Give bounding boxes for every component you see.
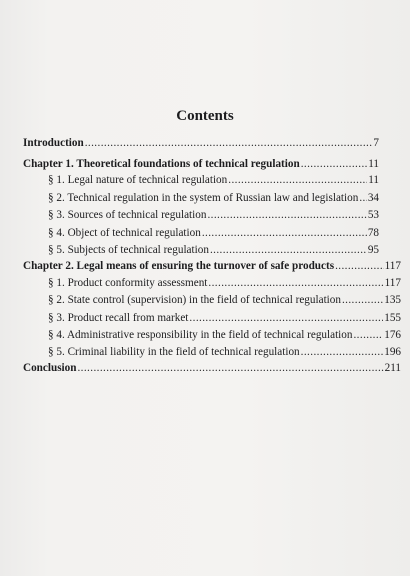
leader-dots — [342, 292, 383, 308]
leader-dots — [301, 344, 384, 360]
toc-entry-page: 34 — [367, 192, 379, 204]
toc-entry-label: § 1. Legal nature of technical regulation — [48, 174, 228, 186]
toc-entry-label: Introduction — [23, 137, 84, 149]
toc-entry-ch2-sec3[interactable] — [48, 310, 401, 326]
leader-dots — [359, 190, 366, 206]
toc-entry-label: § 4. Object of technical regulation — [48, 227, 201, 239]
toc-entry-ch2-sec1[interactable] — [48, 275, 401, 291]
toc-entry-page: 176 — [384, 329, 401, 341]
toc-entry-introduction[interactable] — [23, 135, 379, 151]
leader-dots — [77, 360, 383, 376]
toc-entry-label: § 4. Administrative responsibility in the field of technical regulation — [48, 329, 353, 341]
toc-entry-ch2-sec2[interactable] — [48, 292, 401, 308]
toc-entry-label: § 5. Criminal liability in the field of technical regulation — [48, 346, 300, 358]
toc-entry-ch2-sec4[interactable] — [48, 327, 401, 343]
toc-entry-page: 155 — [384, 312, 401, 324]
toc-entry-conclusion[interactable] — [23, 360, 401, 376]
toc-entry-chapter-1[interactable] — [23, 156, 379, 172]
toc-entry-page: 117 — [384, 277, 401, 289]
toc-entry-ch1-sec3[interactable] — [48, 207, 379, 223]
leader-dots — [353, 327, 383, 343]
leader-dots — [335, 258, 384, 274]
toc-entry-page: 11 — [368, 174, 379, 186]
toc-entry-page: 211 — [384, 362, 401, 374]
leader-dots — [207, 207, 366, 223]
leader-dots — [301, 156, 368, 172]
toc-entry-ch2-sec5[interactable] — [48, 344, 401, 360]
leader-dots — [189, 310, 383, 326]
leader-dots — [208, 275, 383, 291]
toc-entry-page: 7 — [373, 137, 379, 149]
toc-entry-ch1-sec4[interactable] — [48, 225, 379, 241]
toc-entry-label: § 2. State control (supervision) in the field of technical regulation — [48, 294, 341, 306]
toc-entry-page: 117 — [384, 260, 401, 272]
toc-entry-label: § 3. Product recall from market — [48, 312, 189, 324]
leader-dots — [228, 172, 367, 188]
toc-entry-page: 11 — [368, 158, 379, 170]
toc-entry-page: 135 — [384, 294, 401, 306]
toc-entry-label: Chapter 1. Theoretical foundations of technical regulation — [23, 158, 300, 170]
toc-entry-chapter-2[interactable] — [23, 258, 401, 274]
contents-title: Contents — [176, 108, 234, 124]
leader-dots — [202, 225, 367, 241]
toc-entry-ch1-sec1[interactable] — [48, 172, 379, 188]
leader-dots — [85, 135, 373, 151]
toc-entry-label: Chapter 2. Legal means of ensuring the turnover of safe products — [23, 260, 335, 272]
leader-dots — [210, 242, 367, 258]
toc-entry-label: § 5. Subjects of technical regulation — [48, 244, 209, 256]
toc-entry-label: § 3. Sources of technical regulation — [48, 209, 207, 221]
toc-entry-page: 78 — [367, 227, 379, 239]
toc-entry-ch1-sec2[interactable] — [48, 190, 379, 206]
toc-entry-label: § 1. Product conformity assessment — [48, 277, 208, 289]
toc-entry-page: 53 — [367, 209, 379, 221]
toc-entry-ch1-sec5[interactable] — [48, 242, 379, 258]
toc-entry-label: § 2. Technical regulation in the system of Russian law and legislation — [48, 192, 359, 204]
toc-entry-page: 196 — [384, 346, 401, 358]
toc-entry-page: 95 — [367, 244, 379, 256]
toc-entry-label: Conclusion — [23, 362, 77, 374]
